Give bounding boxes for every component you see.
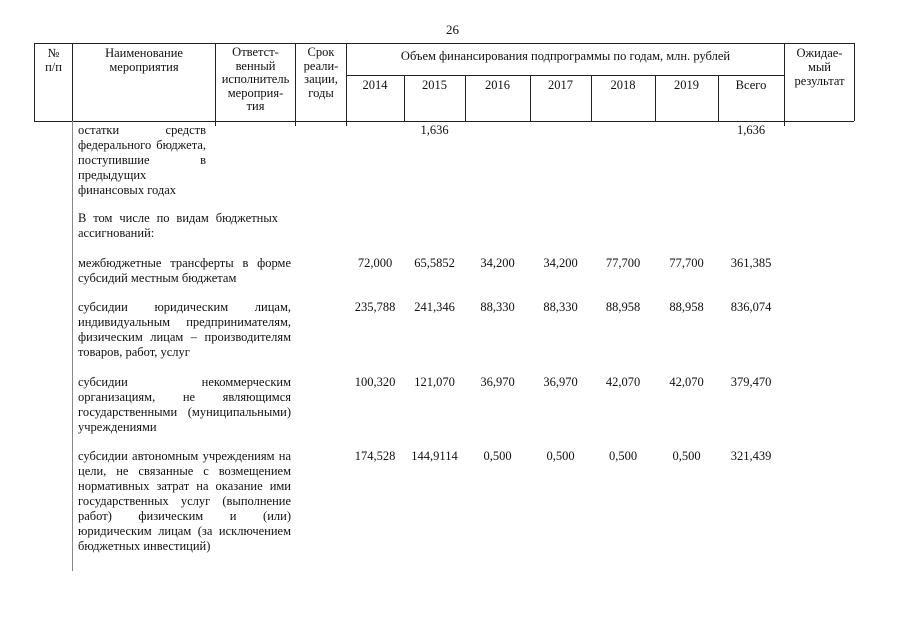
row-value-total: 836,074 <box>730 300 772 314</box>
header-year-2016: 2016 <box>485 78 510 92</box>
row-value-2018: 77,700 <box>605 256 641 270</box>
row-value-2016: 0,500 <box>483 449 512 463</box>
row-value-2017: 34,200 <box>543 256 578 270</box>
row-value-2019: 88,958 <box>669 300 704 314</box>
header-total: Всего <box>735 78 767 92</box>
row-value-2019: 42,070 <box>669 375 704 389</box>
row-value-2019: 0,500 <box>672 449 701 463</box>
row-value-2017: 0,500 <box>546 449 575 463</box>
row-label: субсидии автономным учреждениям на цели, не связанные с возмещением нормативных затрат на оказание ими государственных услуг (выполнение работ) физическим и (или) юридическим лицам (за исключением бюджетных инвестиций) <box>78 449 291 553</box>
header-num: № п/п <box>45 46 62 74</box>
page-number: 26 <box>446 22 459 37</box>
row-value-2016: 36,970 <box>480 375 515 389</box>
header-name: Наименование мероприятия <box>105 46 183 74</box>
row-value-total: 1,636 <box>736 123 766 137</box>
header-year-2017: 2017 <box>548 78 573 92</box>
row-value-total: 361,385 <box>730 256 772 270</box>
row-value-total: 379,470 <box>730 375 772 389</box>
row-label: субсидии некоммерческим организациям, не являющимся государственными (муниципальными) учреждениями <box>78 375 291 434</box>
row-value-2014: 72,000 <box>357 256 393 270</box>
row-value-2014: 235,788 <box>354 300 396 314</box>
header-term: Срок реали- зации, годы <box>303 45 339 100</box>
row-value-2019: 77,700 <box>669 256 704 270</box>
row-value-2014: 100,320 <box>354 375 396 389</box>
row-value-2017: 88,330 <box>543 300 578 314</box>
row-value-total: 321,439 <box>730 449 772 463</box>
header-executor: Ответст- венный исполнитель мероприя- тия <box>221 45 290 113</box>
row-label: остатки средств федерального бюджета, поступившие в предыдущих финансовых годах <box>78 123 206 197</box>
row-value-2018: 0,500 <box>608 449 638 463</box>
row-value-2017: 36,970 <box>543 375 578 389</box>
header-year-2014: 2014 <box>362 78 388 92</box>
row-value-2015: 121,070 <box>414 375 455 389</box>
row-value-2018: 42,070 <box>605 375 641 389</box>
row-value-2016: 34,200 <box>480 256 515 270</box>
row-value-2014: 174,528 <box>354 449 396 463</box>
row-value-2015: 144,9114 <box>411 449 458 463</box>
header-result: Ожидае- мый результат <box>794 46 845 88</box>
header-year-2015: 2015 <box>422 78 447 92</box>
row-label: В том числе по видам бюджетных ассигнований: <box>78 211 278 240</box>
header-financing: Объем финансирования подпрограммы по годам, млн. рублей <box>400 49 731 63</box>
header-year-2019: 2019 <box>674 78 699 92</box>
row-label: межбюджетные трансферты в форме субсидий местным бюджетам <box>78 256 291 285</box>
row-value-2015: 1,636 <box>420 123 449 137</box>
row-value-2015: 241,346 <box>414 300 455 314</box>
header-year-2018: 2018 <box>610 78 636 92</box>
row-value-2016: 88,330 <box>480 300 515 314</box>
row-label: субсидии юридическим лицам, индивидуальным предпринимателям, физическим лицам – производителям товаров, работ, услуг <box>78 300 291 359</box>
row-value-2018: 88,958 <box>605 300 641 314</box>
row-value-2015: 65,5852 <box>414 256 455 270</box>
